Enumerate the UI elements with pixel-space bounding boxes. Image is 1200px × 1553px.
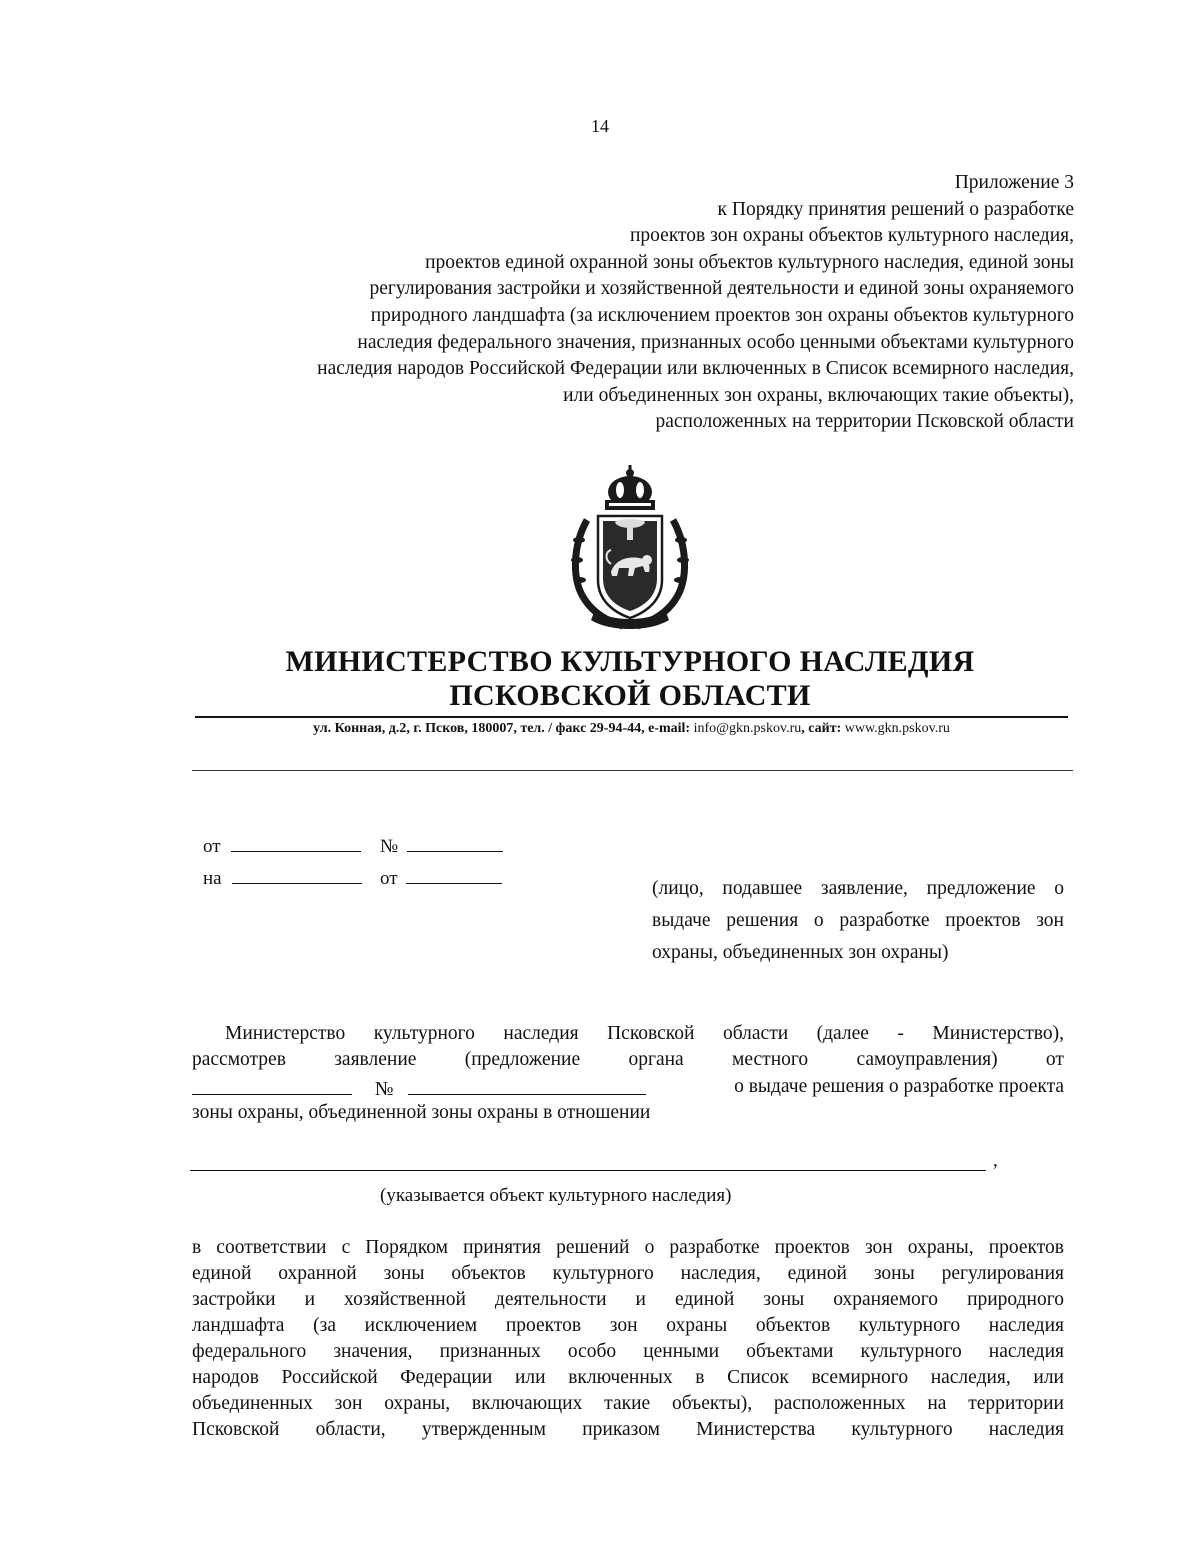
outgoing-number-field xyxy=(380,833,503,858)
body-word: самоуправления) xyxy=(856,1049,998,1070)
body-line-3-tail: о выдаче решения о разработке проекта xyxy=(734,1076,1064,1097)
paragraph-line: в соответствии с Порядком принятия решений о разработке проектов зон охраны, проектов xyxy=(192,1237,1064,1258)
body-line-4: зоны охраны, объединенной зоны охраны в отношении xyxy=(192,1102,651,1123)
incoming-date-field xyxy=(380,865,502,890)
paragraph-line: Псковской области, утвержденным приказом Министерства культурного наследия xyxy=(192,1419,1064,1440)
recipient-line: охраны, объединенных зон охраны) xyxy=(652,942,949,963)
annex-line: или объединенных зон охраны, включающих такие объекты), xyxy=(563,384,1074,406)
heritage-object-blank[interactable] xyxy=(190,1170,986,1171)
contacts-address: ул. Конная, д.2, г. Псков, 180007, тел. / факс 29-94-44, e-mail: xyxy=(313,721,691,736)
dated-label: от xyxy=(380,868,398,889)
annex-line: природного ландшафта (за исключением проектов зон охраны объектов культурного xyxy=(370,304,1074,326)
body-word: местного xyxy=(732,1049,809,1070)
incoming-ref-field xyxy=(203,865,362,890)
ministry-contacts xyxy=(195,721,1068,737)
comma: , xyxy=(993,1150,998,1171)
recipient-line: выдаче решения о разработке проектов зон xyxy=(652,910,1064,931)
ministry-name-line2: ПСКОВСКОЙ ОБЛАСТИ xyxy=(449,679,811,712)
paragraph-line: объединенных зон охраны, включающих такие объекты), расположенных на территории xyxy=(192,1393,1064,1414)
contacts-site: www.gkn.pskov.ru xyxy=(844,721,950,736)
annex-line: наследия народов Российской Федерации или включенных в Список всемирного наследия, xyxy=(317,358,1074,380)
application-date-blank[interactable] xyxy=(192,1076,352,1095)
application-number-blank[interactable] xyxy=(408,1076,646,1095)
heritage-object-caption: (указывается объект культурного наследия) xyxy=(380,1185,732,1206)
body-line-2 xyxy=(192,1049,1064,1071)
paragraph-line: застройки и хозяйственной деятельности и единой зоны охраняемого природного xyxy=(192,1289,1064,1310)
to-label: на xyxy=(203,868,222,889)
ministry-name-line1: МИНИСТЕРСТВО КУЛЬТУРНОГО НАСЛЕДИЯ xyxy=(285,645,975,678)
contacts-site-label: , сайт: xyxy=(801,721,842,736)
incoming-ref-blank[interactable] xyxy=(232,865,362,884)
annex-line: наследия федерального значения, признанных особо ценными объектами культурного xyxy=(357,331,1074,353)
annex-header xyxy=(174,170,1074,436)
body-word: органа xyxy=(628,1049,684,1070)
paragraph-line: федерального значения, признанных особо ценными объектами культурного наследия xyxy=(192,1341,1064,1362)
outgoing-number-blank[interactable] xyxy=(407,833,503,852)
contacts-email: info@gkn.pskov.ru xyxy=(693,721,802,736)
from-label: от xyxy=(203,836,221,857)
annex-line: Приложение 3 xyxy=(954,172,1074,193)
recipient-line: (лицо, подавшее заявление, предложение о xyxy=(652,878,1064,899)
pskov-coat-of-arms-icon xyxy=(565,460,695,635)
annex-line: к Порядку принятия решений о разработке xyxy=(717,198,1074,220)
body-word: заявление xyxy=(334,1049,417,1070)
application-number-label: № xyxy=(374,1079,394,1100)
outgoing-date-field xyxy=(203,833,361,858)
paragraph-line: народов Российской Федерации или включенных в Список всемирного наследия, или xyxy=(192,1367,1064,1388)
contacts-rule xyxy=(192,770,1073,771)
annex-line: регулирования застройки и хозяйственной деятельности и единой зоны охраняемого xyxy=(369,278,1074,300)
body-word: рассмотрев xyxy=(192,1049,286,1070)
paragraph-line: единой охранной зоны объектов культурного наследия, единой зоны регулирования xyxy=(192,1263,1064,1284)
number-label: № xyxy=(380,836,399,857)
body-paragraph xyxy=(192,1235,1064,1443)
annex-line: расположенных на территории Псковской области xyxy=(655,411,1074,433)
ministry-name xyxy=(180,645,1080,713)
body-line-3 xyxy=(192,1076,1064,1101)
body-line-1: Министерство культурного наследия Псковской области (далее - Министерство), xyxy=(225,1023,1064,1044)
page-number: 14 xyxy=(591,116,609,136)
annex-line: проектов единой охранной зоны объектов культурного наследия, единой зоны xyxy=(425,251,1074,273)
incoming-date-blank[interactable] xyxy=(406,865,502,884)
body-word: (предложение xyxy=(464,1049,581,1070)
header-rule xyxy=(195,716,1068,718)
paragraph-line: ландшафта (за исключением проектов зон охраны объектов культурного наследия xyxy=(192,1315,1064,1336)
annex-line: проектов зон охраны объектов культурного наследия, xyxy=(630,225,1074,247)
outgoing-date-blank[interactable] xyxy=(231,833,361,852)
recipient-block xyxy=(652,873,1064,969)
body-word: от xyxy=(1045,1049,1064,1070)
